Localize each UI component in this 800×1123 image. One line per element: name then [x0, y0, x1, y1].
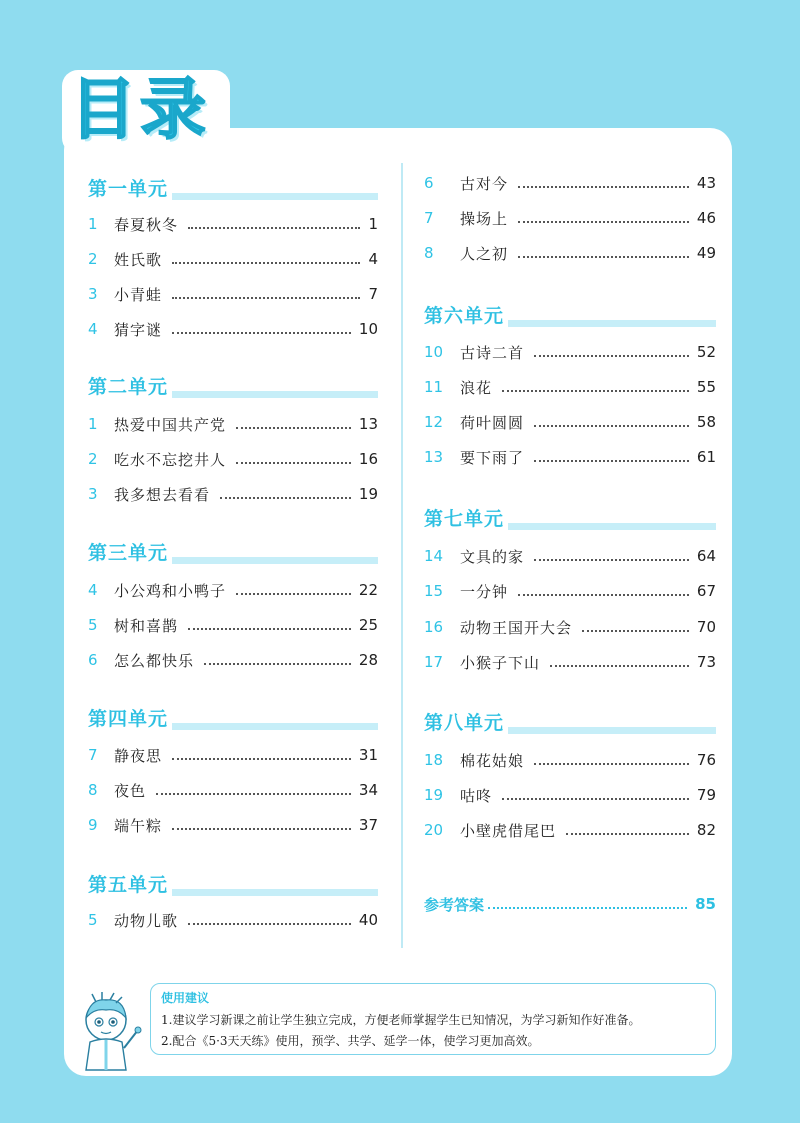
dot-leader — [172, 262, 360, 264]
lesson-name: 我多想去看看 — [114, 485, 211, 504]
dot-leader — [236, 593, 351, 595]
unit-heading — [88, 180, 378, 206]
lesson-name: 古对今 — [460, 174, 509, 193]
lesson-number: 14 — [424, 547, 444, 565]
dot-leader — [502, 798, 689, 800]
lesson-number: 6 — [88, 651, 98, 669]
tips-line: 2.配合《5·3天天练》使用，预学、共学、延学一体，使学习更加高效。 — [161, 1034, 540, 1048]
lesson-number: 1 — [88, 415, 98, 433]
lesson-name: 吃水不忘挖井人 — [114, 450, 227, 469]
lesson-name: 一分钟 — [460, 582, 509, 601]
toc-entry[interactable] — [424, 241, 716, 265]
dot-leader — [534, 425, 689, 427]
unit-heading — [424, 510, 716, 536]
page-number: 61 — [696, 448, 716, 466]
toc-entry[interactable] — [424, 615, 716, 639]
tips-line: 1.建议学习新课之前让学生独立完成，方便老师掌握学生已知情况，为学习新知作好准备。 — [161, 1013, 641, 1027]
toc-entry[interactable] — [88, 813, 378, 837]
dot-leader — [488, 907, 687, 909]
lesson-name: 咕咚 — [460, 786, 493, 805]
unit-heading — [424, 714, 716, 740]
page-number: 67 — [696, 582, 716, 600]
lesson-number: 15 — [424, 582, 444, 600]
page-number: 37 — [358, 816, 378, 834]
dot-leader — [172, 758, 351, 760]
dot-leader — [534, 763, 689, 765]
lesson-name: 人之初 — [460, 244, 509, 263]
toc-entry[interactable] — [88, 282, 378, 306]
page-number: 43 — [696, 174, 716, 192]
lesson-number: 1 — [88, 215, 98, 233]
lesson-number: 3 — [88, 485, 98, 503]
page-number: 58 — [696, 413, 716, 431]
page-number: 85 — [695, 895, 716, 913]
page-number: 82 — [696, 821, 716, 839]
answer-key-label: 参考答案 — [424, 895, 485, 914]
lesson-name: 静夜思 — [114, 746, 163, 765]
page-number: 13 — [358, 415, 378, 433]
toc-entry[interactable] — [424, 783, 716, 807]
lesson-number: 12 — [424, 413, 444, 431]
lesson-number: 7 — [88, 746, 98, 764]
dot-leader — [534, 559, 689, 561]
lesson-number: 3 — [88, 285, 98, 303]
lesson-name: 动物王国开大会 — [460, 618, 573, 637]
lesson-name: 动物儿歌 — [114, 911, 179, 930]
page-number: 70 — [696, 618, 716, 636]
lesson-number: 19 — [424, 786, 444, 804]
toc-entry[interactable] — [424, 748, 716, 772]
toc-entry[interactable] — [424, 171, 716, 195]
dot-leader — [518, 256, 689, 258]
dot-leader — [188, 923, 351, 925]
unit-heading — [88, 378, 378, 404]
lesson-name: 怎么都快乐 — [114, 651, 195, 670]
toc-entry[interactable] — [424, 375, 716, 399]
column-divider — [401, 163, 403, 948]
lesson-number: 17 — [424, 653, 444, 671]
lesson-number: 9 — [88, 816, 98, 834]
unit-heading — [88, 876, 378, 902]
lesson-name: 文具的家 — [460, 547, 525, 566]
toc-entry[interactable] — [88, 908, 378, 932]
dot-leader — [172, 297, 360, 299]
dot-leader — [582, 630, 689, 632]
page-number: 34 — [358, 781, 378, 799]
unit-heading — [88, 710, 378, 736]
lesson-name: 端午粽 — [114, 816, 163, 835]
lesson-name: 小壁虎借尾巴 — [460, 821, 557, 840]
dot-leader — [172, 332, 351, 334]
toc-entry[interactable] — [424, 445, 716, 469]
dot-leader — [502, 390, 689, 392]
page-number: 79 — [696, 786, 716, 804]
toc-entry[interactable] — [88, 247, 378, 271]
toc-entry[interactable] — [424, 579, 716, 603]
toc-entry[interactable] — [424, 206, 716, 230]
lesson-number: 18 — [424, 751, 444, 769]
page-number: 4 — [368, 250, 378, 268]
page-number: 73 — [696, 653, 716, 671]
dot-leader — [188, 628, 351, 630]
toc-entry[interactable] — [424, 544, 716, 568]
unit-heading — [88, 544, 378, 570]
toc-entry[interactable] — [424, 818, 716, 842]
lesson-name: 棉花姑娘 — [460, 751, 525, 770]
toc-entry[interactable] — [424, 650, 716, 674]
dot-leader — [188, 227, 360, 229]
usage-tips-box — [150, 983, 716, 1055]
unit-title: 第三单元 — [88, 538, 172, 565]
page-number: 10 — [358, 320, 378, 338]
page-number: 49 — [696, 244, 716, 262]
page-number: 64 — [696, 547, 716, 565]
lesson-number: 5 — [88, 616, 98, 634]
dot-leader — [534, 460, 689, 462]
lesson-number: 16 — [424, 618, 444, 636]
toc-entry[interactable] — [88, 482, 378, 506]
lesson-name: 夜色 — [114, 781, 147, 800]
dot-leader — [236, 427, 351, 429]
page-number: 31 — [358, 746, 378, 764]
lesson-name: 热爱中国共产党 — [114, 415, 227, 434]
page-number: 52 — [696, 343, 716, 361]
lesson-name: 小公鸡和小鸭子 — [114, 581, 227, 600]
lesson-number: 5 — [88, 911, 98, 929]
child-mascot-icon — [72, 990, 148, 1072]
page-number: 46 — [696, 209, 716, 227]
page-title: 目录 — [70, 71, 210, 148]
toc-entry[interactable] — [88, 447, 378, 471]
lesson-name: 古诗二首 — [460, 343, 525, 362]
toc-entry[interactable] — [88, 317, 378, 341]
toc-entry[interactable] — [88, 743, 378, 767]
page-number: 16 — [358, 450, 378, 468]
dot-leader — [156, 793, 351, 795]
lesson-number: 6 — [424, 174, 434, 192]
page-number: 40 — [358, 911, 378, 929]
lesson-name: 要下雨了 — [460, 448, 525, 467]
toc-entry[interactable] — [424, 340, 716, 364]
lesson-name: 小猴子下山 — [460, 653, 541, 672]
dot-leader — [550, 665, 689, 667]
lesson-name: 小青蛙 — [114, 285, 163, 304]
lesson-name: 春夏秋冬 — [114, 215, 179, 234]
lesson-number: 8 — [88, 781, 98, 799]
lesson-number: 2 — [88, 450, 98, 468]
page-number: 28 — [358, 651, 378, 669]
unit-title: 第六单元 — [424, 301, 508, 328]
lesson-name: 荷叶圆圆 — [460, 413, 525, 432]
unit-title: 第二单元 — [88, 372, 172, 399]
lesson-name: 猜字谜 — [114, 320, 163, 339]
unit-title: 第八单元 — [424, 708, 508, 735]
unit-heading — [424, 307, 716, 333]
dot-leader — [534, 355, 689, 357]
page-number: 19 — [358, 485, 378, 503]
lesson-number: 10 — [424, 343, 444, 361]
toc-entry[interactable] — [88, 648, 378, 672]
dot-leader — [518, 221, 689, 223]
dot-leader — [566, 833, 689, 835]
toc-entry[interactable] — [88, 778, 378, 802]
lesson-name: 操场上 — [460, 209, 509, 228]
unit-title: 第七单元 — [424, 504, 508, 531]
dot-leader — [236, 462, 351, 464]
lesson-name: 姓氏歌 — [114, 250, 163, 269]
dot-leader — [172, 828, 351, 830]
unit-title: 第四单元 — [88, 704, 172, 731]
toc-entry[interactable] — [88, 412, 378, 436]
lesson-number: 2 — [88, 250, 98, 268]
dot-leader — [518, 186, 689, 188]
toc-entry[interactable] — [88, 613, 378, 637]
toc-entry[interactable] — [88, 578, 378, 602]
answer-key-entry[interactable] — [424, 892, 716, 916]
dot-leader — [220, 497, 351, 499]
lesson-number: 4 — [88, 581, 98, 599]
lesson-number: 11 — [424, 378, 444, 396]
unit-title: 第一单元 — [88, 174, 172, 201]
lesson-name: 树和喜鹊 — [114, 616, 179, 635]
lesson-number: 13 — [424, 448, 444, 466]
lesson-number: 20 — [424, 821, 444, 839]
dot-leader — [518, 594, 689, 596]
lesson-number: 8 — [424, 244, 434, 262]
lesson-number: 4 — [88, 320, 98, 338]
dot-leader — [204, 663, 351, 665]
page-number: 1 — [368, 215, 378, 233]
page-number: 25 — [358, 616, 378, 634]
page-number: 7 — [368, 285, 378, 303]
page-number: 55 — [696, 378, 716, 396]
toc-entry[interactable] — [424, 410, 716, 434]
tips-title: 使用建议 — [161, 991, 210, 1005]
unit-title: 第五单元 — [88, 870, 172, 897]
lesson-number: 7 — [424, 209, 434, 227]
page-number: 22 — [358, 581, 378, 599]
page-number: 76 — [696, 751, 716, 769]
toc-entry[interactable] — [88, 212, 378, 236]
lesson-name: 浪花 — [460, 378, 493, 397]
